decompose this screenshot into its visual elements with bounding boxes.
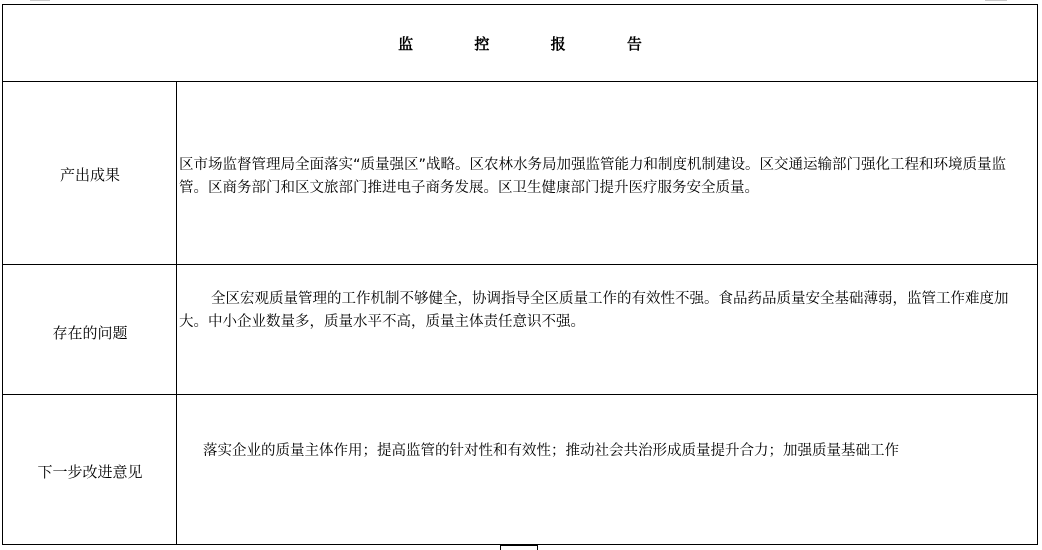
page-tab-marker [500, 545, 538, 550]
report-title-row [3, 5, 1037, 82]
table-row-problems [3, 265, 1037, 395]
report-title: 监 控 报 告 [398, 34, 670, 53]
row-content-problems: 全区宏观质量管理的工作机制不够健全，协调指导全区质量工作的有效性不强。食品药品质量安全基础薄弱，监管工作难度加大。中小企业数量多，质量水平不高，质量主体责任意识不强。 [179, 291, 1009, 330]
row-label-problems: 存在的问题 [52, 324, 128, 342]
row-label-cell [3, 395, 177, 544]
row-label-output: 产出成果 [59, 166, 120, 184]
row-content-output: 区市场监督管理局全面落实“质量强区”战略。区农林水务局加强监管能力和制度机制建设。区交通运输部门强化工程和环境质量监管。区商务部门和区文旅部门推进电子商务发展。区卫生健康部门提升医疗服务安全质量。 [179, 157, 1007, 196]
row-label-cell [3, 265, 177, 394]
row-content-improvements: 落实企业的质量主体作用；提高监管的针对性和有效性；推动社会共治形成质量提升合力；加强质量基础工作 [203, 443, 899, 459]
top-left-mark [30, 0, 50, 3]
top-right-mark [985, 0, 1007, 3]
row-label-cell [3, 82, 177, 264]
table-row-output [3, 82, 1037, 265]
row-label-improvements: 下一步改进意见 [37, 463, 143, 481]
table-row-improvements [3, 395, 1037, 544]
report-table [2, 4, 1038, 545]
